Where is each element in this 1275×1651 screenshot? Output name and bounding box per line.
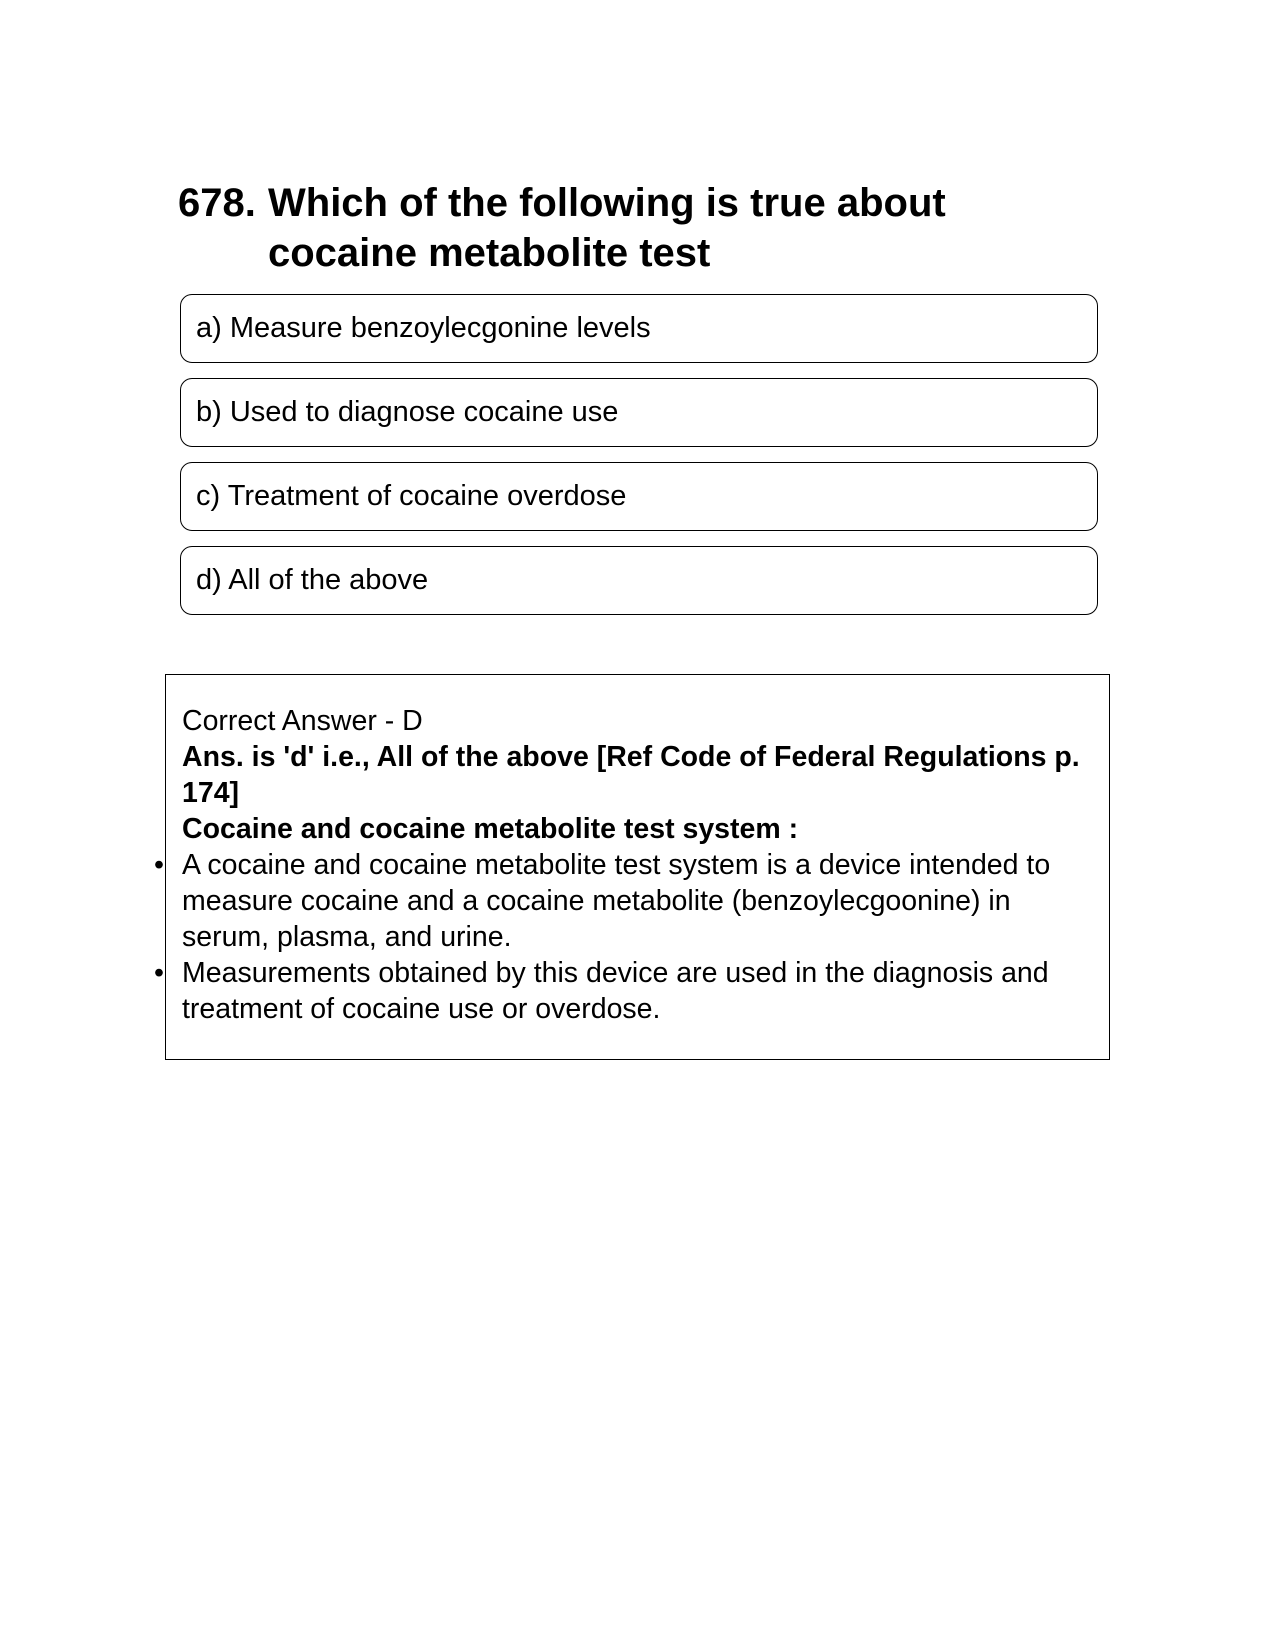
- answer-subheading: Cocaine and cocaine metabolite test system :: [182, 813, 799, 845]
- list-item: [154, 955, 1095, 1027]
- correct-answer: Correct Answer - D: [182, 705, 423, 737]
- option-c-label: c) Treatment of cocaine overdose: [196, 480, 627, 512]
- answer-explanation: Ans. is 'd' i.e., All of the above [Ref Code of Federal Regulations p. 174]: [182, 741, 1080, 809]
- answer-options: [180, 294, 1098, 630]
- question-heading: [178, 178, 1098, 278]
- bullet-text: Measurements obtained by this device are used in the diagnosis and treatment of cocaine use or overdose.: [182, 957, 1049, 1025]
- question-number: 678.: [178, 181, 256, 225]
- question-text: Which of the following is true about cocaine metabolite test: [268, 181, 946, 275]
- bullet-text: A cocaine and cocaine metabolite test system is a device intended to measure cocaine and a cocaine metabolite (benzoylecgoonine) in serum, plasma, and urine.: [182, 849, 1051, 953]
- bullet-icon: •: [154, 849, 164, 881]
- option-c[interactable]: [180, 462, 1098, 531]
- option-a-label: a) Measure benzoylecgonine levels: [196, 312, 651, 344]
- explanation-bullet-list: [154, 847, 1095, 1027]
- option-b[interactable]: [180, 378, 1098, 447]
- answer-explanation-box: [154, 674, 1110, 1060]
- list-item: [154, 847, 1095, 955]
- option-a[interactable]: [180, 294, 1098, 363]
- bullet-icon: •: [154, 957, 164, 989]
- option-b-label: b) Used to diagnose cocaine use: [196, 396, 619, 428]
- option-d[interactable]: [180, 546, 1098, 615]
- option-d-label: d) All of the above: [196, 564, 429, 596]
